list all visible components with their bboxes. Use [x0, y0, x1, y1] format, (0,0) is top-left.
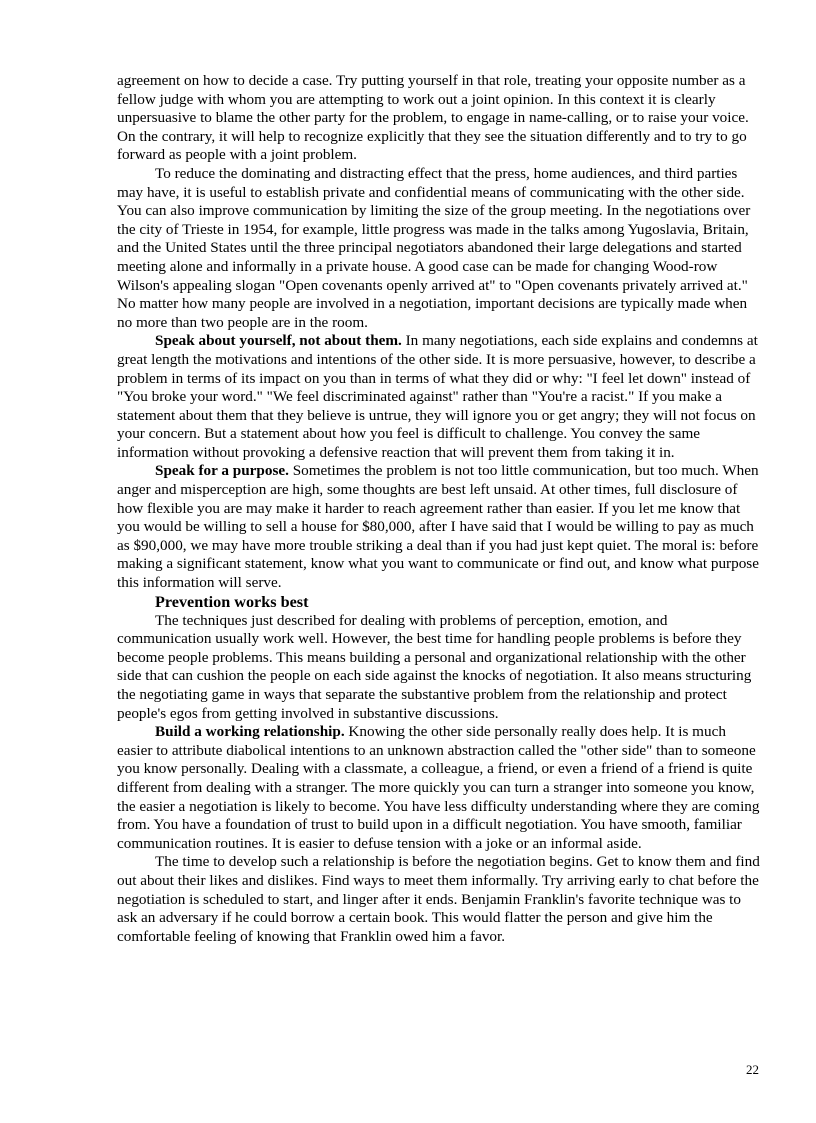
paragraph-text: The techniques just described for dealing with problems of perception, emotion, and communication usually work well. However, the best time for handling people problems is before they become people problems. This means building a personal and organizational relationship with the other side that can cushion the people on each side against the knocks of negotiation. It also means structuring the negotiating game in ways that separate the substantive problem from the relationship and protect people's egos from getting involved in substantive discussions.	[117, 611, 752, 722]
paragraph-text: Sometimes the problem is not too little communication, but too much. When anger and misperception are high, some thoughts are best left unsaid. At other times, full disclosure of how flexible you are may make it harder to reach agreement rather than easier. If you let me know that you would be willing to sell a house for $80,000, after I have said that I would be willing to pay as much as $90,000, we may have more trouble striking a deal than if you had just kept quiet. The moral is: before making a significant statement, know what you want to communicate or find out, and know what purpose this information will serve.	[117, 462, 759, 592]
paragraph-speak-about-yourself	[117, 332, 761, 462]
section-heading: Prevention works best	[155, 592, 309, 611]
paragraph-time-to-develop	[117, 853, 761, 946]
paragraph-prevention-intro	[117, 612, 761, 724]
page-number: 22	[746, 1062, 759, 1077]
run-in-heading: Build a working relationship.	[155, 723, 345, 741]
paragraph-continuation	[117, 72, 761, 165]
paragraph-text: The time to develop such a relationship is before the negotiation begins. Get to know them and find out about their likes and dislikes. Find ways to meet them informally. Try arriving early to chat before the negotiation is scheduled to start, and linger after it ends. Benjamin Franklin's favorite technique was to ask an adversary if he could borrow a certain book. This would flatter the person and give him the comfortable feeling of knowing that Franklin owed him a favor.	[117, 853, 760, 945]
run-in-heading: Speak about yourself, not about them.	[155, 332, 402, 350]
paragraph-speak-for-purpose	[117, 462, 761, 592]
paragraph-working-relationship	[117, 723, 761, 853]
run-in-heading: Speak for a purpose.	[155, 462, 289, 480]
paragraph-text: To reduce the dominating and distracting effect that the press, home audiences, and third parties may have, it is useful to establish private and confidential means of communicating with the other side. You can also improve communication by limiting the size of the group meeting. In the negotiations over the city of Trieste in 1954, for example, little progress was made in the talks among Yugoslavia, Britain, and the United States until the three principal negotiators abandoned their large delegations and started meeting alone and informally in a private house. A good case can be made for changing Wood-row Wilson's appealing slogan "Open covenants openly arrived at" to "Open covenants privately arrived at." No matter how many people are involved in a negotiation, important decisions are typically made when no more than two people are in the room.	[117, 164, 751, 331]
paragraph-text: In many negotiations, each side explains and condemns at great length the motivations and intentions of the other side. It is more persuasive, however, to describe a problem in terms of its impact on you than in terms of what they did or why: "I feel let down" instead of "You broke your word." "We feel discriminated against" rather than "You're a racist." If you make a statement about them that they believe is untrue, they will ignore you or get angry; they will not focus on your concern. But a statement about how you feel is difficult to challenge. You convey the same information without provoking a defensive reaction that will prevent them from taking it in.	[117, 332, 758, 461]
paragraph-text: agreement on how to decide a case. Try putting yourself in that role, treating your opposite number as a fellow judge with whom you are attempting to work out a joint opinion. In this context it is clearly unpersuasive to blame the other party for the problem, to engage in name-calling, or to raise your voice. On the contrary, it will help to recognize explicitly that they see the situation differently and to try to go forward as people with a joint problem.	[117, 72, 749, 164]
paragraph-private-communication	[117, 165, 761, 332]
paragraph-text: Knowing the other side personally really does help. It is much easier to attribute diabolical intentions to an unknown abstraction called the "other side" than to someone you know personally. Dealing with a classmate, a colleague, a friend, or even a friend of a friend is quite different from dealing with a stranger. The more quickly you can turn a stranger into someone you know, the easier a negotiation is likely to become. You have less difficulty understanding where they are coming from. You have a foundation of trust to build upon in a difficult negotiation. You have smooth, familiar communication routines. It is easier to defuse tension with a joke or an informal aside.	[117, 723, 760, 852]
page-body	[117, 72, 761, 946]
